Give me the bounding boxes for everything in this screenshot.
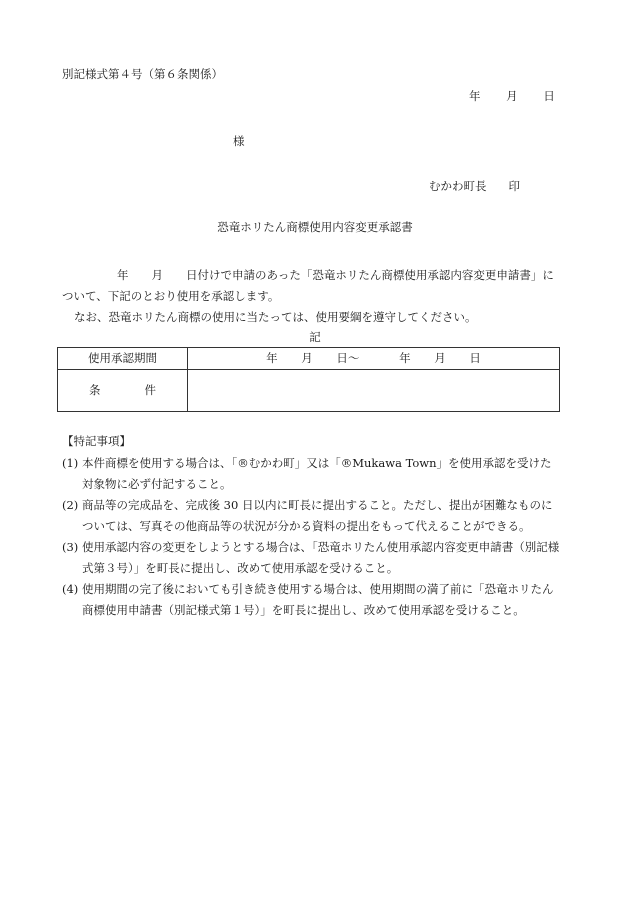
note-number: (3): [62, 539, 79, 554]
note-item: [62, 453, 562, 495]
date-year: 年: [469, 89, 481, 103]
body-text: [62, 265, 562, 328]
note-text: 本件商標を使用する場合は、「®むかわ町」又は「®Mukawa Town」を使用承認を受けた対象物に必ず付記すること。: [82, 455, 552, 491]
note-text: 使用承認内容の変更をしようとする場合は、「恐竜ホリたん使用承認内容変更申請書（別記様式第３号）」を町長に提出し、改めて使用承認を受けること。: [82, 539, 560, 575]
notes-heading: 【特記事項】: [62, 434, 131, 448]
to-month: 月: [434, 351, 446, 366]
note-number: (2): [62, 497, 79, 512]
note-item: [62, 495, 562, 537]
from-month: 月: [301, 351, 313, 366]
date-month: 月: [506, 89, 518, 103]
condition-label: [58, 370, 188, 412]
body-line-1: 年 月 日付けで申請のあった「恐竜ホリたん商標使用承認内容変更申請書」について、下記のとおり使用を承認します。: [62, 268, 554, 303]
note-item: [62, 579, 562, 621]
issuer: [429, 179, 520, 194]
condition-label-2: 件: [144, 383, 156, 398]
period-value: [188, 348, 560, 370]
mayor-name: むかわ町長: [429, 179, 487, 193]
issue-date: [469, 89, 555, 104]
to-year: 年: [399, 351, 411, 366]
approval-table: [57, 347, 560, 412]
ki-heading: 記: [309, 330, 321, 344]
condition-label-1: 条: [89, 383, 101, 398]
addressee: 様: [233, 134, 245, 148]
period-label: 使用承認期間: [58, 348, 188, 370]
period-row: [58, 348, 560, 370]
seal-mark: 印: [508, 179, 520, 193]
note-number: (4): [62, 581, 79, 596]
from-year: 年: [266, 351, 278, 366]
body-line-2: なお、恐竜ホリたん商標の使用に当たっては、使用要綱を遵守してください。: [74, 310, 477, 324]
note-item: [62, 537, 562, 579]
form-number: 別記様式第４号（第６条関係）: [62, 67, 223, 81]
condition-row: [58, 370, 560, 412]
special-notes: [62, 434, 562, 621]
note-text: 商品等の完成品を、完成後 30 日以内に町長に提出すること。ただし、提出が困難なものについては、写真その他商品等の状況が分かる資料の提出をもって代えることができる。: [82, 497, 553, 533]
document-title: 恐竜ホリたん商標使用内容変更承認書: [217, 220, 413, 234]
note-number: (1): [62, 455, 79, 470]
to-day: 日: [469, 351, 481, 366]
from-day: 日～: [336, 351, 360, 366]
note-text: 使用期間の完了後においても引き続き使用する場合は、使用期間の満了前に「恐竜ホリたん商標使用申請書（別記様式第１号）」を町長に提出し、改めて使用承認を受けること。: [82, 581, 554, 617]
condition-value: [188, 370, 560, 412]
date-day: 日: [543, 89, 555, 103]
